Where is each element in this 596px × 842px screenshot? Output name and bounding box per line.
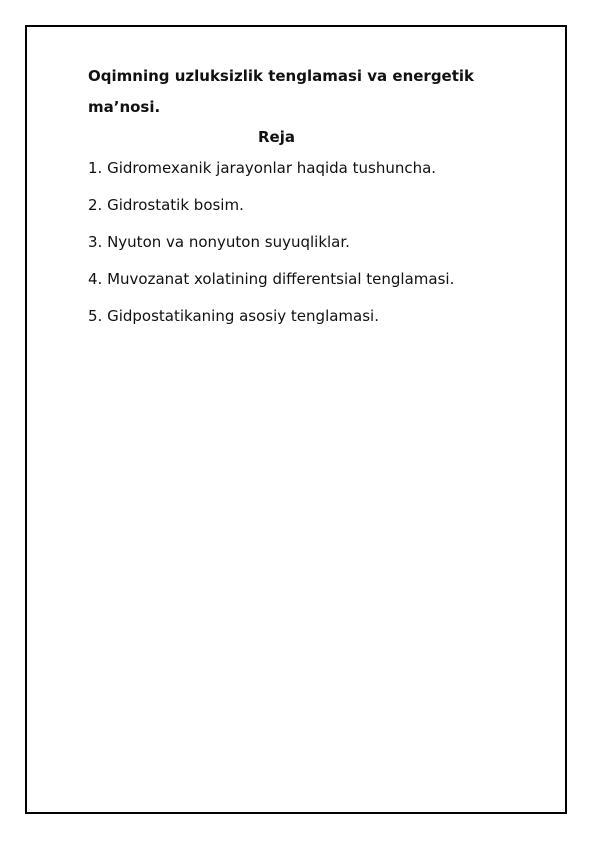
- plan-item-3: 3. Nyuton va nonyuton suyuqliklar.: [88, 233, 350, 251]
- plan-item-5: 5. Gidpostatikaning asosiy tenglamasi.: [88, 307, 379, 325]
- plan-list: [88, 158, 528, 326]
- plan-item-4: 4. Muvozanat xolatining differentsial tenglamasi.: [88, 270, 455, 288]
- document-body: [88, 61, 528, 343]
- page-border: [25, 25, 567, 814]
- plan-item-1: 1. Gidromexanik jarayonlar haqida tushuncha.: [88, 159, 437, 177]
- title-line-1: Oqimning uzluksizlik tenglamasi va energetik: [88, 67, 475, 85]
- plan-heading: Reja: [258, 128, 295, 146]
- plan-item-2: 2. Gidrostatik bosim.: [88, 196, 244, 214]
- title-line-2: ma’nosi.: [88, 98, 161, 116]
- document-title: [88, 61, 528, 123]
